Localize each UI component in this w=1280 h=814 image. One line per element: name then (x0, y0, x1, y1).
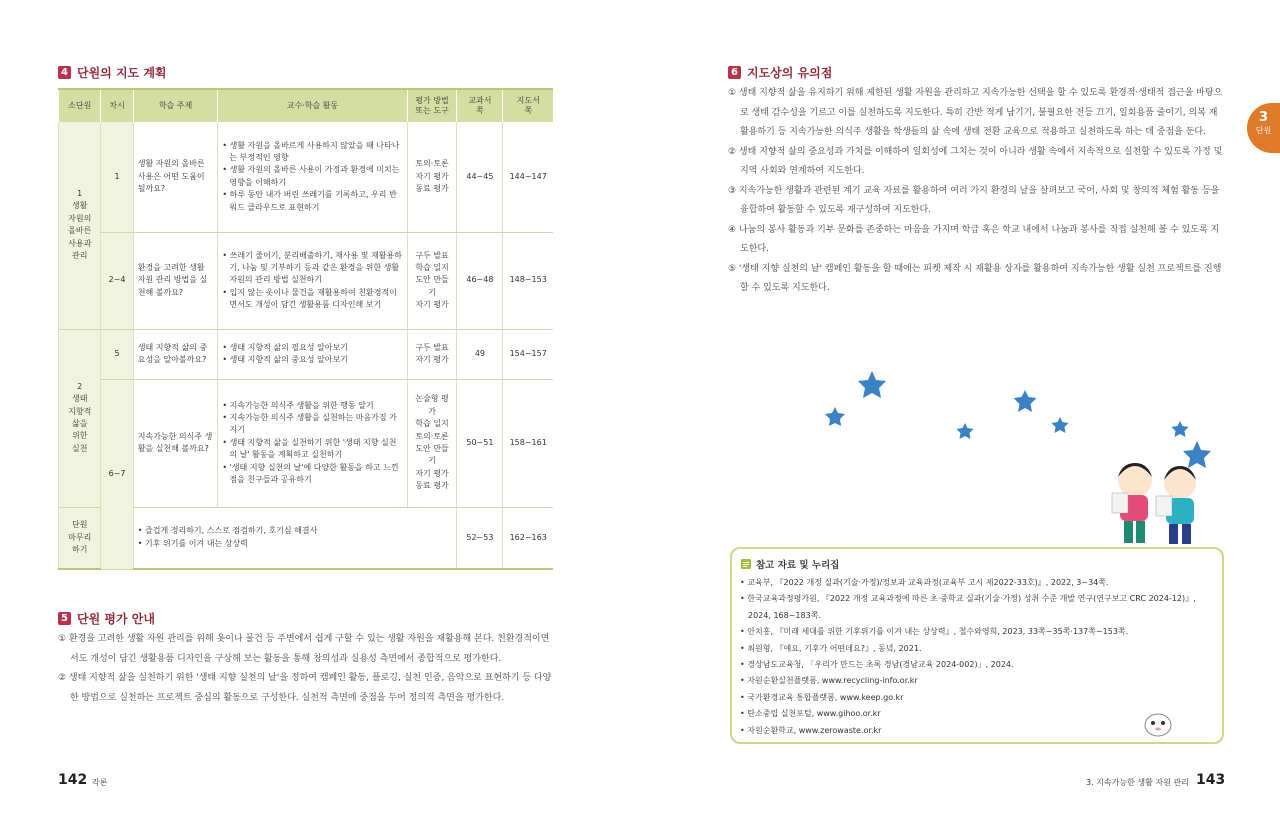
star-icon (1172, 421, 1189, 437)
textbook-page-cell: 52~53 (457, 507, 503, 569)
activity-item: • 하루 동안 내가 버린 쓰레기를 기록하고, 우리 반 워드 클라우드로 표현하기 (222, 189, 402, 214)
references-box (730, 547, 1224, 744)
note-item: ① 생태 지향적 삶을 유지하기 위해 제한된 생활 자원을 관리하고 지속가능한 선택을 할 수 있도록 환경적·생태적 접근을 바탕으로 생태 감수성을 기르고 이를 실천하도록 지도한다. 특히 간반 적게 남기기, 불필요한 전등 끄기, 일회용품 줄이기, 의복 재활용하기 등 지속가능한 의식주 생활을 학생들의 삶 속에 생태 전환 교육으로 적용하고 실천하도록 하는 데 중점을 둔다. (728, 88, 1223, 137)
kid-illustration (1112, 463, 1152, 543)
guide-page-cell: 154~157 (503, 329, 553, 379)
topic-cell: 생활 자원의 올바른 사용은 어떤 도움이 될까요? (133, 122, 218, 232)
page-number: 142 (58, 772, 88, 788)
reference-item[interactable]: • 자원순환학교, www.zerowaste.or.kr (740, 723, 1210, 739)
table-row (59, 122, 554, 232)
teaching-notes-text (728, 84, 1223, 299)
col-header: 지도서 쪽 (503, 90, 553, 122)
topic-cell: 생태 지향적 삶의 중요성을 알아볼까요? (133, 329, 218, 379)
table-row (59, 507, 554, 569)
session-cell: 5 (101, 329, 133, 379)
reference-item[interactable]: • 자원순환실천플랫폼, www.recycling-info.or.kr (740, 673, 1210, 689)
evaluation-guide-text (58, 630, 553, 708)
activity-item: • 기후 위기를 이겨 내는 상상력 (138, 538, 453, 550)
col-header: 학습 주제 (133, 90, 218, 122)
reference-item[interactable]: • 국가환경교육 통합플랫폼, www.keep.go.kr (740, 690, 1210, 706)
note-item: ③ 지속가능한 생활과 관련된 계기 교육 자료를 활용하여 여러 가지 환경의 날을 살펴보고 국어, 사회 및 창의적 체험 활동 등을 융합하여 활동할 수 있도록 재구성하여 지도한다. (728, 185, 1220, 215)
section-number-badge: 6 (728, 66, 741, 79)
references-title (740, 557, 839, 571)
note-item: ⑤ '생태 지향 실천의 날' 캠페인 활동을 할 때에는 피켓 제작 시 재활용 상자를 활용하여 지속가능한 생활 실천 프로젝트를 진행할 수 있도록 지도한다. (728, 263, 1222, 293)
section-6-heading (728, 64, 832, 81)
star-icon (1183, 441, 1211, 468)
references-title-text: 참고 자료 및 누리집 (756, 560, 840, 571)
chapter-number: 3 (1258, 110, 1269, 125)
activity-cell (218, 122, 407, 232)
star-icon (1014, 390, 1037, 412)
session-cell: 2~4 (101, 232, 133, 329)
guide-page-cell: 162~163 (503, 507, 553, 569)
guide-page-cell: 144~147 (503, 122, 553, 232)
section-5-heading (58, 610, 155, 627)
activity-item: • 생활 자원을 올바르게 사용하지 않았을 때 나타나는 부정적인 영향 (222, 140, 402, 165)
reference-item: • 안치홍, 『미래 세대를 위한 기후위기를 이겨 내는 상상력』, 철수와영희, 2023, 33쪽~35쪽·137쪽~153쪽. (740, 624, 1210, 640)
eval-cell: 토의·토론 자기 평가 동료 평가 (407, 122, 457, 232)
col-header: 평가 방법 또는 도구 (407, 90, 457, 122)
section-title: 단원의 지도 계획 (77, 66, 167, 80)
activity-cell (133, 507, 457, 569)
unit-cell: 2 생태 지향적 삶을 위한 실천 (59, 329, 101, 507)
eval-item: ① 환경을 고려한 생활 자원 관리를 위해 옷이나 물건 등 주변에서 쉽게 구할 수 있는 생활 자원을 재활용해 본다. 친환경적이면서도 개성이 담긴 생활용품 디자인을 구상해 보는 활동을 통해 창의성과 실용성 측면에서 종합적으로 평가한다. (58, 634, 550, 664)
topic-cell: 환경을 고려한 생활 자원 관리 방법을 실천해 볼까요? (133, 232, 218, 329)
eval-cell: 구두 발표 자기 평가 (407, 329, 457, 379)
reference-item[interactable]: • 탄소중립 실천포털, www.gihoo.or.kr (740, 706, 1210, 722)
section-title: 지도상의 유의점 (747, 66, 833, 80)
reference-item: • 최원형, 『얘요, 기후가 어떤데요?』, 동녘, 2021. (740, 641, 1210, 657)
section-number-badge: 5 (58, 612, 71, 625)
activity-item: • 생태 지향적 삶의 중요성 알아보기 (222, 354, 402, 366)
chapter-side-tab (1247, 103, 1280, 153)
table-header-row (59, 90, 554, 122)
textbook-page-cell: 49 (457, 329, 503, 379)
activity-item: • 즐겁게 정리하기, 스스로 점검하기, 호기심 해결사 (138, 525, 453, 537)
activity-cell (218, 232, 407, 329)
table-row (59, 329, 554, 379)
topic-cell: 지속가능한 의식주 생활을 실천해 볼까요? (133, 379, 218, 507)
note-item: ② 생태 지향적 삶의 중요성과 가치를 이해하여 일회성에 그치는 것이 아니라 생활 속에서 지속적으로 실천할 수 있도록 가정 및 지역 사회와 연계하여 지도한다. (728, 146, 1223, 176)
star-icon (1052, 417, 1069, 433)
table-row (59, 232, 554, 329)
eval-cell: 논술형 평가 학습 일지 토의·토론 도안 만들기 자기 평가 동료 평가 (407, 379, 457, 507)
eval-cell: 구두 발표 학습 일지 도안 만들기 자기 평가 (407, 232, 457, 329)
activity-cell (218, 379, 407, 507)
eval-item: ② 생태 지향적 삶을 실천하기 위한 '생태 지향 실천의 날'을 정하여 캠페인 활동, 플로깅, 실천 인증, 음악으로 표현하기 등 다양한 방법으로 실천하는 프로젝트 중심의 활동으로 구성한다. 실천적 측면에 중점을 두어 정의적 측면을 평가한다. (58, 673, 552, 703)
col-header: 교수·학습 활동 (218, 90, 407, 122)
table-row (59, 379, 554, 507)
star-icon (858, 371, 886, 398)
page-label: 각론 (92, 778, 108, 787)
guide-page-cell: 158~161 (503, 379, 553, 507)
textbook-page-cell: 50~51 (457, 379, 503, 507)
section-number-badge: 4 (58, 66, 71, 79)
kid-illustration (1156, 466, 1196, 544)
chapter-running-title: 3. 지속가능한 생활 자원 관리 (1086, 778, 1189, 787)
unit-cell: 단원 마무리 하기 (59, 507, 101, 569)
col-header: 소단원 (59, 90, 101, 122)
section-title: 단원 평가 안내 (77, 612, 155, 626)
activity-item: • 입지 않는 옷이나 물건을 재활용하여 친환경적이면서도 개성이 담긴 생활용품 디자인해 보기 (222, 287, 402, 312)
textbook-page-cell: 44~45 (457, 122, 503, 232)
note-item: ④ 나눔의 봉사 활동과 기부 문화를 존중하는 마음을 가지며 학급 혹은 학교 내에서 나눔과 봉사를 직접 실천해 볼 수 있도록 지도한다. (728, 224, 1220, 254)
reference-item: • 한국교육과정평가원, 『2022 개정 교육과정에 따른 초·중학교 실과(기술·가정) 성취 수준 개발 연구(연구보고 CRC 2024-12)』, 2024, 168~183쪽. (740, 591, 1210, 624)
col-header: 교과서 쪽 (457, 90, 503, 122)
reference-item: • 교육부, 『2022 개정 실과(기술·가정)/정보과 교육과정(교육부 고시 제2022-33호)』, 2022, 3~34쪽. (740, 575, 1210, 591)
activity-item: • 쓰레기 줄이기, 분리배출하기, 재사용 및 재활용하기, 나눔 및 기부하기 등과 같은 환경을 위한 생활 자원의 관리 방법 실천하기 (222, 250, 402, 287)
col-header: 차시 (101, 90, 133, 122)
activity-item: • 지속가능한 의식주 생활을 위한 행동 알기 (222, 400, 402, 412)
activity-item: • 생태 지향적 삶의 필요성 알아보기 (222, 342, 402, 354)
textbook-page-cell: 46~48 (457, 232, 503, 329)
stars-kids-illustration (820, 365, 1220, 555)
unit-cell: 1 생활 자원의 올바른 사용과 관리 (59, 122, 101, 329)
star-icon (825, 407, 845, 426)
lesson-plan-table (58, 90, 553, 570)
activity-cell (218, 329, 407, 379)
document-icon (740, 558, 752, 570)
session-cell: 1 (101, 122, 133, 232)
activity-item: • '생태 지향 실천의 날'에 다양한 활동을 하고 느낀 점을 친구들과 공유하기 (222, 462, 402, 487)
session-cell: 6~7 (101, 379, 133, 569)
guide-page-cell: 148~153 (503, 232, 553, 329)
mascot-icon (1140, 709, 1176, 739)
activity-item: • 생활 자원의 올바른 사용이 가정과 환경에 미치는 영향을 이해하기 (222, 164, 402, 189)
activity-item: • 생태 지향적 삶을 실천하기 위한 '생태 지향 실천의 날' 활동을 계획하고 실천하기 (222, 437, 402, 462)
activity-item: • 지속가능한 의식주 생활을 실천하는 마음가짐 가지기 (222, 412, 402, 437)
page-number: 143 (1196, 772, 1226, 788)
reference-item: • 경상남도교육청, 「우리가 만드는 초록 경남(경남교육 2024-002)」, 2024. (740, 657, 1210, 673)
chapter-label: 단원 (1255, 126, 1272, 135)
section-4-heading (58, 64, 167, 81)
star-icon (957, 423, 974, 439)
